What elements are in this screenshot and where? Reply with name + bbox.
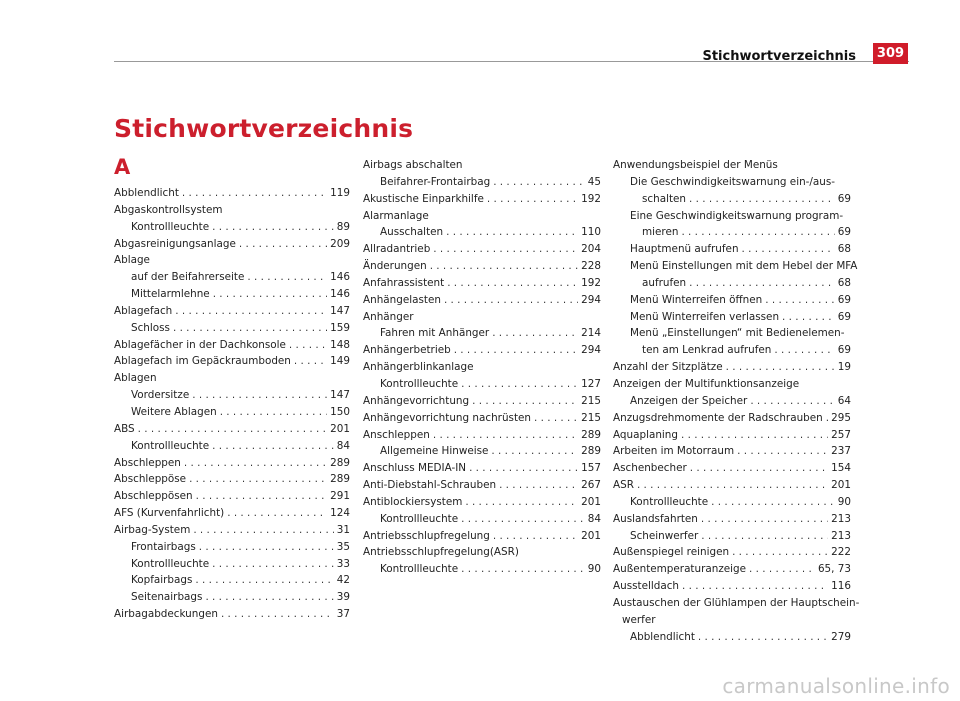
page-ref: 289	[330, 456, 350, 469]
index-term: Anhänger	[363, 310, 414, 323]
index-term: ABS	[114, 422, 135, 435]
index-entry	[363, 275, 601, 292]
index-term: Die Geschwindigkeitswarnung ein-/aus-	[630, 175, 836, 188]
index-entry	[613, 477, 851, 494]
page-ref: 201	[581, 495, 601, 508]
page-ref: 42	[336, 574, 350, 587]
index-entry	[114, 455, 350, 472]
index-entry	[613, 561, 851, 578]
index-entry	[114, 438, 350, 455]
index-term: Ausschalten	[380, 226, 444, 239]
index-term: ten am Lenkrad aufrufen	[642, 344, 772, 357]
dot-leader	[492, 325, 578, 342]
dot-leader	[199, 539, 334, 556]
page-number-badge: 309	[873, 43, 908, 64]
page-ref: 192	[581, 192, 601, 205]
index-term: Anschleppen	[363, 428, 430, 441]
index-term: Ablage	[114, 254, 150, 267]
index-entry	[114, 219, 350, 236]
index-term: Kontrollleuchte	[380, 563, 459, 576]
page-ref: 69	[837, 226, 851, 239]
dot-leader	[732, 544, 828, 561]
index-term: Abschleppöse	[114, 473, 187, 486]
index-term: AFS (Kurvenfahrlicht)	[114, 507, 225, 520]
index-entry	[363, 393, 601, 410]
index-term: Anzeigen der Multifunktionsanzeige	[613, 377, 800, 390]
page-ref: 124	[330, 507, 350, 520]
index-entry	[363, 528, 601, 545]
index-entry	[613, 629, 851, 646]
index-entry	[613, 241, 851, 258]
page-ref: 222	[831, 546, 851, 559]
index-entry	[363, 342, 601, 359]
dot-leader	[212, 438, 334, 455]
index-entry	[363, 494, 601, 511]
dot-leader	[472, 393, 578, 410]
page-ref: 289	[581, 445, 601, 458]
index-term: Anzahl der Sitzplätze	[613, 361, 723, 374]
page-ref: 209	[330, 237, 350, 250]
index-term: Weitere Ablagen	[131, 405, 217, 418]
index-term: Anwendungsbeispiel der Menüs	[613, 159, 778, 171]
index-entry	[114, 202, 350, 219]
dot-leader	[227, 505, 327, 522]
index-entry	[114, 606, 350, 623]
index-entry	[114, 539, 350, 556]
page-ref: 37	[336, 608, 350, 621]
index-term: Menü Winterreifen verlassen	[630, 310, 780, 323]
index-column-1	[114, 185, 350, 623]
page-ref: 69	[837, 192, 851, 205]
index-term: mieren	[642, 226, 679, 239]
index-term: Antiblockiersystem	[363, 495, 463, 508]
dot-leader	[289, 337, 327, 354]
page-ref: 295	[831, 411, 851, 424]
dot-leader	[681, 224, 834, 241]
index-term: Anhängelasten	[363, 293, 441, 306]
page-ref: 214	[581, 327, 601, 340]
dot-leader	[493, 528, 578, 545]
index-term: Airbags abschalten	[363, 159, 463, 171]
page-ref: 149	[330, 355, 350, 368]
dot-leader	[433, 427, 578, 444]
index-term: Allradantrieb	[363, 243, 431, 256]
dot-leader	[220, 404, 327, 421]
dot-leader	[175, 303, 327, 320]
index-entry	[613, 325, 851, 342]
page-ref: 228	[581, 260, 601, 273]
index-entry	[363, 477, 601, 494]
index-entry	[613, 410, 851, 427]
page-ref: 147	[330, 389, 350, 402]
dot-leader	[212, 219, 334, 236]
page-ref: 19	[837, 361, 851, 374]
dot-leader	[433, 241, 578, 258]
index-entry	[114, 303, 350, 320]
dot-leader	[444, 292, 578, 309]
index-term: aufrufen	[642, 276, 687, 289]
dot-leader	[294, 353, 327, 370]
index-entry	[613, 511, 851, 528]
index-term: Schloss	[131, 321, 170, 334]
index-entry	[114, 589, 350, 606]
dot-leader	[681, 427, 828, 444]
dot-leader	[192, 387, 327, 404]
dot-leader	[239, 236, 327, 253]
index-entry	[114, 320, 350, 337]
running-head: Stichwortverzeichnis	[702, 49, 856, 64]
index-term: Ablagefach im Gepäckraumboden	[114, 355, 291, 368]
index-entry	[114, 286, 350, 303]
page-ref: 45	[587, 175, 601, 188]
dot-leader	[493, 174, 585, 191]
page-ref: 267	[581, 479, 601, 492]
index-term: Anfahrassistent	[363, 276, 445, 289]
index-entry	[363, 174, 601, 191]
dot-leader	[461, 561, 585, 578]
dot-leader	[774, 342, 834, 359]
index-entry	[613, 544, 851, 561]
page-ref: 116	[831, 580, 851, 593]
index-term: Menü „Einstellungen“ mit Bedienelemen-	[630, 327, 845, 340]
index-term: Kontrollleuchte	[630, 495, 709, 508]
index-term: Außentemperaturanzeige	[613, 563, 747, 576]
index-entry	[114, 572, 350, 589]
index-term: Antriebsschlupfregelung(ASR)	[363, 546, 519, 559]
index-entry	[114, 505, 350, 522]
dot-leader	[182, 185, 327, 202]
index-entry	[363, 376, 601, 393]
page-ref: 201	[330, 422, 350, 435]
index-entry	[114, 522, 350, 539]
index-entry	[114, 353, 350, 370]
index-term: Kontrollleuchte	[380, 512, 459, 525]
dot-leader	[689, 275, 835, 292]
index-entry	[613, 427, 851, 444]
dot-leader	[465, 494, 578, 511]
page-ref: 213	[831, 512, 851, 525]
index-column-2	[363, 157, 601, 578]
page-ref: 68	[837, 243, 851, 256]
index-term: Ausstelldach	[613, 580, 680, 593]
index-entry	[114, 556, 350, 573]
page-ref: 201	[831, 479, 851, 492]
index-entry	[114, 404, 350, 421]
dot-leader	[184, 455, 327, 472]
page-ref: 35	[336, 540, 350, 553]
index-term: Seitenairbags	[131, 591, 203, 604]
index-term: Alarmanlage	[363, 209, 429, 222]
page-ref: 204	[581, 243, 601, 256]
index-term: Airbag-System	[114, 523, 191, 536]
page-ref: 150	[330, 405, 350, 418]
dot-leader	[193, 522, 333, 539]
dot-leader	[765, 292, 835, 309]
dot-leader	[726, 359, 835, 376]
dot-leader	[698, 629, 828, 646]
index-entry	[363, 460, 601, 477]
dot-leader	[447, 275, 578, 292]
dot-leader	[461, 376, 578, 393]
page-ref: 33	[336, 557, 350, 570]
page-ref: 146	[330, 288, 350, 301]
index-entry	[613, 443, 851, 460]
index-term: Menü Einstellungen mit dem Hebel der MFA	[630, 260, 858, 273]
index-entry	[613, 275, 851, 292]
dot-leader	[826, 410, 828, 427]
dot-leader	[737, 443, 828, 460]
dot-leader	[212, 556, 334, 573]
index-term: Anschluss MEDIA-IN	[363, 462, 467, 475]
index-entry	[363, 427, 601, 444]
index-entry	[613, 595, 860, 612]
page-ref: 119	[330, 187, 350, 199]
index-term: Scheinwerfer	[630, 529, 699, 542]
dot-leader	[750, 393, 834, 410]
index-term: Anti-Diebstahl-Schrauben	[363, 479, 497, 492]
dot-leader	[461, 511, 585, 528]
index-entry	[613, 208, 851, 225]
page-ref: 159	[330, 321, 350, 334]
page-ref: 294	[581, 344, 601, 357]
index-entry	[613, 191, 851, 208]
index-term: Ablagen	[114, 372, 157, 385]
index-term: Änderungen	[363, 260, 427, 273]
page-ref: 147	[330, 304, 350, 317]
index-entry	[363, 157, 601, 174]
index-term: Eine Geschwindigkeitswarnung program-	[630, 209, 844, 222]
index-term: Ablagefach	[114, 304, 173, 317]
index-term: Vordersitze	[131, 389, 190, 402]
index-term: Arbeiten im Motorraum	[613, 445, 735, 458]
page-ref: 69	[837, 344, 851, 357]
index-term: Hauptmenü aufrufen	[630, 243, 739, 256]
dot-leader	[701, 528, 828, 545]
index-entry	[613, 528, 851, 545]
index-entry	[114, 252, 350, 269]
dot-leader	[701, 511, 828, 528]
page-ref: 110	[581, 226, 601, 239]
page-ref: 90	[837, 495, 851, 508]
index-term: Anhängevorrichtung nachrüsten	[363, 411, 531, 424]
index-entry	[363, 511, 601, 528]
index-entry	[613, 359, 851, 376]
index-entry	[613, 393, 851, 410]
page-title: Stichwortverzeichnis	[114, 114, 414, 143]
page-ref: 39	[336, 591, 350, 604]
index-term: Auslandsfahrten	[613, 512, 698, 525]
index-term: Außenspiegel reinigen	[613, 546, 730, 559]
dot-leader	[711, 494, 835, 511]
page-ref: 84	[587, 512, 601, 525]
index-entry	[363, 309, 601, 326]
page-ref: 201	[581, 529, 601, 542]
index-term: Abschleppen	[114, 456, 181, 469]
page-ref: 31	[336, 523, 350, 536]
dot-leader	[637, 477, 828, 494]
page-ref: 90	[587, 563, 601, 576]
index-term: schalten	[642, 192, 687, 205]
index-term: Ablagefächer in der Dachkonsole	[114, 338, 286, 351]
dot-leader	[682, 578, 828, 595]
dot-leader	[749, 561, 815, 578]
index-entry	[613, 309, 851, 326]
dot-leader	[205, 589, 333, 606]
dot-leader	[195, 572, 333, 589]
page-ref: 215	[581, 394, 601, 407]
page-ref: 213	[831, 529, 851, 542]
index-term: Aschenbecher	[613, 462, 687, 475]
index-term: Abschleppösen	[114, 490, 193, 503]
index-term: Abblendlicht	[114, 187, 179, 199]
index-entry	[363, 410, 601, 427]
index-term: Kopfairbags	[131, 574, 193, 587]
index-entry	[114, 337, 350, 354]
dot-leader	[446, 224, 578, 241]
page-ref: 291	[330, 490, 350, 503]
index-term: Akustische Einparkhilfe	[363, 192, 484, 205]
index-term: ASR	[613, 479, 634, 492]
index-term: Anzeigen der Speicher	[630, 394, 748, 407]
index-entry	[613, 258, 858, 275]
index-term: auf der Beifahrerseite	[131, 271, 245, 284]
index-term: Austauschen der Glühlampen der Hauptschein-	[613, 596, 860, 609]
index-column-3	[613, 157, 860, 645]
index-entry	[363, 258, 601, 275]
index-entry	[114, 471, 350, 488]
page-ref: 68	[837, 276, 851, 289]
page-ref: 237	[831, 445, 851, 458]
index-term: Beifahrer-Frontairbag	[380, 175, 491, 188]
index-entry	[114, 185, 350, 202]
index-entry	[613, 224, 851, 241]
page-ref: 64	[837, 394, 851, 407]
index-entry	[363, 241, 601, 258]
index-entry	[363, 191, 601, 208]
dot-leader	[499, 477, 578, 494]
index-entry	[363, 443, 601, 460]
page-ref: 154	[831, 462, 851, 475]
index-entry	[613, 494, 851, 511]
dot-leader	[213, 286, 327, 303]
dot-leader	[469, 460, 578, 477]
dot-leader	[742, 241, 835, 258]
page-ref: 257	[831, 428, 851, 441]
index-entry	[363, 359, 601, 376]
watermark: carmanualsonline.info	[722, 674, 950, 698]
index-entry	[114, 488, 350, 505]
dot-leader	[247, 269, 327, 286]
index-entry	[363, 292, 601, 309]
index-entry	[114, 387, 350, 404]
dot-leader	[189, 471, 327, 488]
page-ref: 289	[330, 473, 350, 486]
index-entry	[613, 578, 851, 595]
index-term: Anzugsdrehmomente der Radschrauben	[613, 411, 823, 424]
page-ref: 192	[581, 276, 601, 289]
index-term: Anhängerblinkanlage	[363, 361, 474, 374]
index-entry	[114, 370, 350, 387]
index-entry	[363, 224, 601, 241]
index-term: Frontairbags	[131, 540, 196, 553]
page-ref: 89	[336, 220, 350, 233]
index-entry	[613, 174, 851, 191]
page-ref: 289	[581, 428, 601, 441]
index-entry	[363, 325, 601, 342]
dot-leader	[454, 342, 578, 359]
index-term: Allgemeine Hinweise	[380, 445, 489, 458]
dot-leader	[430, 258, 578, 275]
index-term: Kontrollleuchte	[131, 439, 210, 452]
index-entry	[114, 421, 350, 438]
dot-leader	[690, 460, 828, 477]
page-ref: 279	[831, 630, 851, 643]
index-term: Airbagabdeckungen	[114, 608, 218, 621]
index-entry	[114, 269, 350, 286]
section-letter: A	[114, 155, 131, 179]
dot-leader	[689, 191, 835, 208]
index-term: Abgasreinigungsanlage	[114, 237, 236, 250]
index-entry	[363, 544, 601, 561]
index-entry	[613, 376, 851, 393]
dot-leader	[196, 488, 328, 505]
index-term: Aquaplaning	[613, 428, 678, 441]
dot-leader	[221, 606, 334, 623]
dot-leader	[173, 320, 327, 337]
index-entry	[613, 342, 851, 359]
index-term: Menü Winterreifen öffnen	[630, 293, 763, 306]
dot-leader	[487, 191, 578, 208]
dot-leader	[782, 309, 835, 326]
index-term: werfer	[622, 613, 656, 626]
dot-leader	[534, 410, 578, 427]
index-term: Mittelarmlehne	[131, 288, 210, 301]
page-ref: 69	[837, 310, 851, 323]
index-term: Anhängevorrichtung	[363, 394, 470, 407]
index-entry	[363, 561, 601, 578]
index-term: Antriebsschlupfregelung	[363, 529, 490, 542]
index-entry	[363, 208, 601, 225]
index-term: Fahren mit Anhänger	[380, 327, 490, 340]
page-ref: 215	[581, 411, 601, 424]
index-entry	[613, 460, 851, 477]
page-ref: 148	[330, 338, 350, 351]
page-ref: 294	[581, 293, 601, 306]
page-ref: 84	[336, 439, 350, 452]
page-ref: 157	[581, 462, 601, 475]
page-ref: 65, 73	[817, 563, 851, 576]
index-term: Kontrollleuchte	[131, 557, 210, 570]
index-entry	[114, 236, 350, 253]
dot-leader	[138, 421, 328, 438]
index-entry	[613, 612, 851, 629]
dot-leader	[491, 443, 578, 460]
index-entry	[613, 292, 851, 309]
index-term: Kontrollleuchte	[380, 377, 459, 390]
index-term: Kontrollleuchte	[131, 220, 210, 233]
page-ref: 69	[837, 293, 851, 306]
index-term: Anhängerbetrieb	[363, 344, 451, 357]
page-ref: 146	[330, 271, 350, 284]
index-term: Abgaskontrollsystem	[114, 203, 223, 216]
index-entry	[613, 157, 851, 174]
page-ref: 127	[581, 377, 601, 390]
index-term: Abblendlicht	[630, 630, 695, 643]
